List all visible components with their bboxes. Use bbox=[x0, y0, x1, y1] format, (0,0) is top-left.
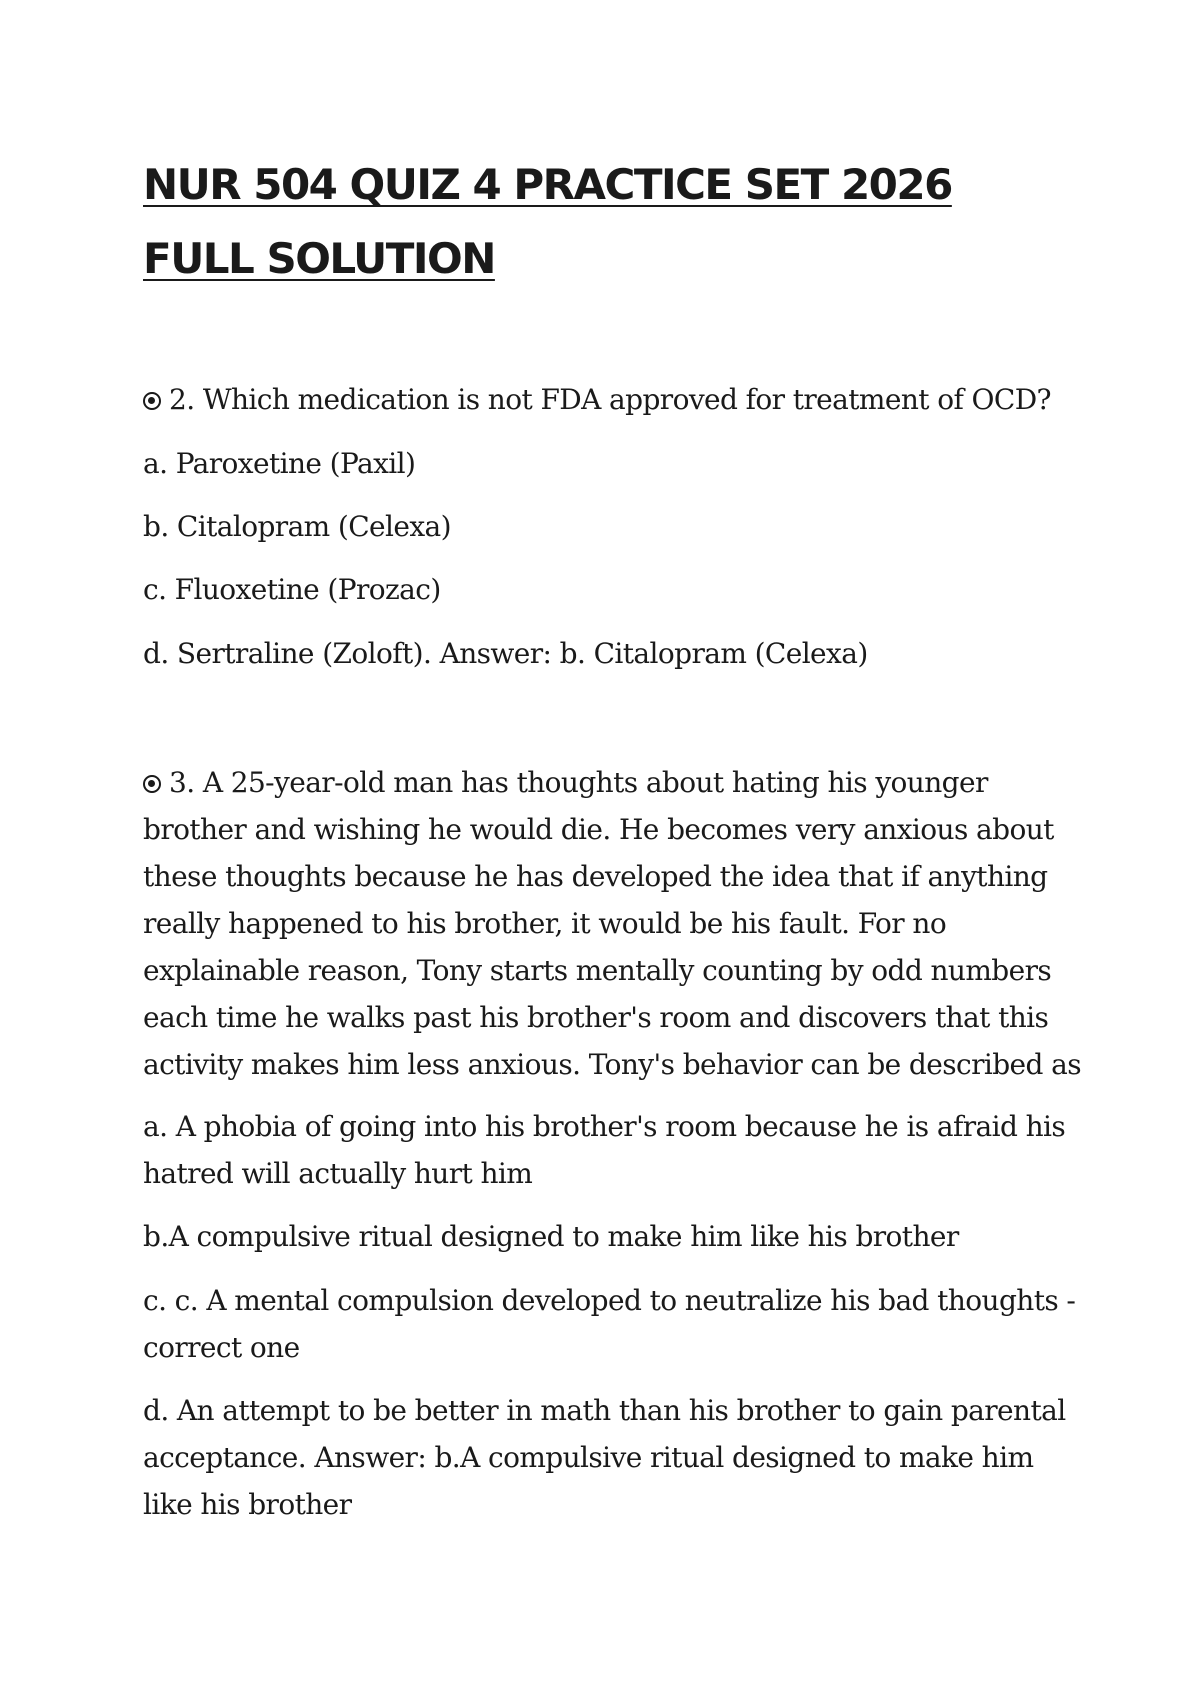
question-3-option-b: b.A compulsive ritual designed to make him like his brother bbox=[143, 1220, 959, 1253]
document-title: NUR 504 QUIZ 4 PRACTICE SET 2026 FULL SOLUTION bbox=[143, 160, 952, 283]
question-2-text: 2. Which medication is not FDA approved for treatment of OCD? bbox=[169, 383, 1051, 416]
question-2-option-d: d. Sertraline (Zoloft). Answer: b. Citalopram (Celexa) bbox=[143, 637, 868, 670]
question-3-option-c: c. c. A mental compulsion developed to neutralize his bad thoughts - correct one bbox=[143, 1284, 1076, 1364]
radio-bullet-icon bbox=[143, 775, 161, 793]
radio-bullet-icon bbox=[143, 392, 161, 410]
question-3-option-a: a. A phobia of going into his brother's room because he is afraid his hatred will actually hurt him bbox=[143, 1110, 1066, 1190]
question-2-option-c: c. Fluoxetine (Prozac) bbox=[143, 573, 441, 606]
question-2-stem bbox=[143, 376, 1083, 423]
question-2-option-a: a. Paroxetine (Paxil) bbox=[143, 447, 416, 480]
question-3-option-d: d. An attempt to be better in math than his brother to gain parental acceptance. Answer: b.A compulsive ritual designed to make him like his brother bbox=[143, 1394, 1066, 1521]
question-2-option-b: b. Citalopram (Celexa) bbox=[143, 510, 451, 543]
question-3-text: 3. A 25-year-old man has thoughts about hating his younger brother and wishing he would die. He becomes very anxious about these thoughts because he has developed the idea that if anything really happened to his brother, it would be his fault. For no explainable reason, Tony starts mentally counting by odd numbers each time he walks past his brother's room and discovers that this activity makes him less anxious. Tony's behavior can be described as bbox=[143, 766, 1081, 1081]
question-3-stem bbox=[143, 759, 1083, 1088]
